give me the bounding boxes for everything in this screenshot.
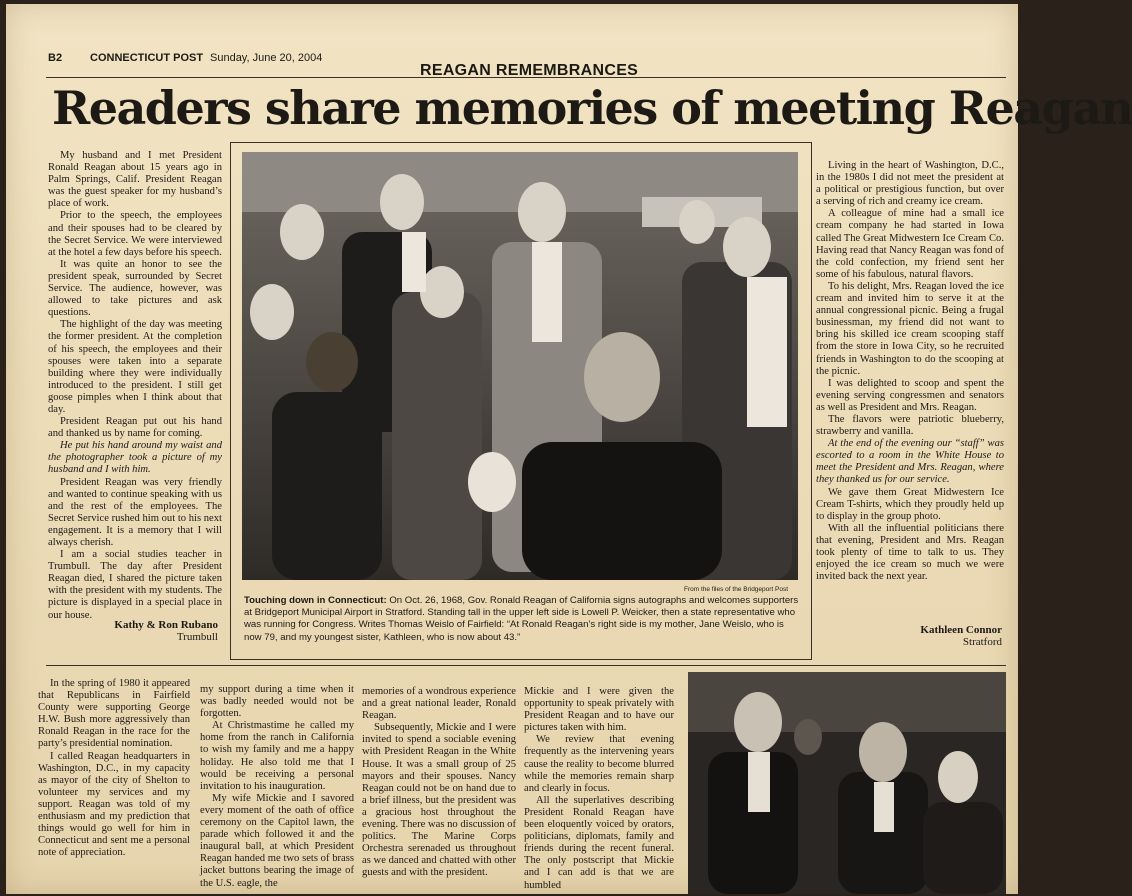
paragraph: memories of a wondrous experience and a great national leader, Ronald Reagan. xyxy=(362,686,516,722)
paragraph: He put his hand around my waist and the photographer took a picture of my husband and I with him. xyxy=(48,440,222,476)
left-story-town: Trumbull xyxy=(176,631,218,643)
bottom-photo xyxy=(688,672,1006,894)
section-divider xyxy=(46,665,1006,666)
paragraph: My wife Mickie and I savored every moment of the oath of office ceremony on the Capitol lawn, the parade which followed it and the inaugural ball, at which President Reagan handed me two sets of brass jacket buttons bearing the image of the U.S. eagle, the xyxy=(200,792,354,889)
right-story-signature xyxy=(836,624,1002,648)
paragraph: My husband and I met President Ronald Reagan about 15 years ago in Palm Springs, Calif. President Reagan was the guest speaker for my husband’s place of work. xyxy=(48,150,222,210)
paragraph: I was delighted to scoop and spent the evening serving congressmen and senators as well as President and Mrs. Reagan. xyxy=(816,377,1004,413)
paragraph: President Reagan was very friendly and wanted to continue speaking with us and the rest of the employees. The Secret Service rushed him out to his next engagement. It is a memory that I will always cherish. xyxy=(48,476,222,548)
paragraph: All the superlatives describing President Ronald Reagan have been eloquently voiced by orators, politicians, diplomats, family and friends during the recent funeral. The only postscript that Mickie and I can add is that we are humbled xyxy=(524,794,674,891)
page-number: B2 xyxy=(48,52,63,64)
paragraph: Subsequently, Mickie and I were invited to spend a sociable evening with President Reagan in the White House. It was a small group of 25 mayors and their spouses. Nancy Reagan could not be on hand due to a brief illness, but the president was a gracious host throughout the evening. There was no discussion of politics. The Marine Corps Orchestra serenaded us throughout as we danced and chatted with other guests and with the president. xyxy=(362,722,516,879)
bottom-story-col4 xyxy=(524,686,674,892)
paragraph: It was quite an honor to see the president speak, surrounded by Secret Service. The audience, however, was allowed to take pictures and ask questions. xyxy=(48,258,222,319)
paragraph: Mickie and I were given the opportunity to speak privately with President Reagan and to have our pictures taken with him. xyxy=(524,686,674,734)
left-story-author: Kathy & Ron Rubano xyxy=(114,619,218,631)
caption-text: On Oct. 26, 1968, Gov. Ronald Reagan of California signs autographs and welcomes supporters at Bridgeport Municipal Airport in Stratford. Standing tall in the upper left side is Lowell P. Weicker, then a state representative who was running for Congress. Writes Thomas Weislo of Fairfield: “At Ronald Reagan’s right side is my mother, Jane Weislo, who is now 79, and my youngest sister, Kathleen, who is now about 43.” xyxy=(244,595,799,643)
photo-caption xyxy=(244,595,804,644)
bottom-story-col2 xyxy=(200,684,354,890)
paragraph: Living in the heart of Washington, D.C., in the 1980s I did not meet the president at a political or prestigious function, but over a serving of rich and creamy ice cream. xyxy=(816,160,1004,208)
paragraph: To his delight, Mrs. Reagan loved the ice cream and invited him to serve it at the annual congressional picnic. Being a frugal businessman, my friend did not want to bring his skilled ice cream scooping staff from the store in Iowa City, so he recruited friends in Washington to do the scooping at the picnic. xyxy=(816,280,1004,377)
right-story-town: Stratford xyxy=(962,636,1002,648)
paragraph: With all the influential politicians there that evening, President and Mrs. Reagan took plenty of time to talk to us. They enjoyed the ice cream so much we were invited back the next year. xyxy=(816,522,1004,583)
paragraph: A colleague of mine had a small ice cream company he had started in Iowa called The Great Midwestern Ice Cream Co. Having read that Nancy Reagan was fond of the cold confection, my friend sent her some of his fabulous, natural flavors. xyxy=(816,208,1004,280)
paragraph: my support during a time when it was badly needed would not be forgotten. xyxy=(200,684,354,720)
paragraph: President Reagan put out his hand and thanked us by name for coming. xyxy=(48,416,222,440)
section-title: REAGAN REMEMBRANCES xyxy=(420,62,639,79)
newspaper-clipping xyxy=(6,4,1132,894)
paragraph: We review that evening frequently as the intervening years cause the reality to become blurred while the memories remain sharp and clearly in focus. xyxy=(524,734,674,794)
paragraph: We gave them Great Midwestern Ice Cream T-shirts, which they proudly held up to display in the group photo. xyxy=(816,486,1004,522)
paragraph: I am a social studies teacher in Trumbull. The day after President Reagan died, I shared the picture taken with the president with my students. The picture is displayed in a special place in our house. xyxy=(48,549,222,621)
paragraph: Prior to the speech, the employees and their spouses had to be cleared by the Secret Service. We were interviewed at the hotel a few days before his speech. xyxy=(48,210,222,258)
newspaper-name: CONNECTICUT POST xyxy=(90,52,204,64)
paragraph: At the end of the evening our “staff” was escorted to a room in the White House to meet the President and Mrs. Reagan, where they thanked us for our service. xyxy=(816,438,1004,486)
bottom-story-col1 xyxy=(38,678,190,859)
left-story-body xyxy=(48,150,222,622)
paragraph: At Christmastime he called my home from the ranch in California to wish my family and me a happy holiday. He also told me that I would be receiving a personal invitation to his inauguration. xyxy=(200,720,354,792)
left-story-signature xyxy=(66,619,218,643)
paragraph: The highlight of the day was meeting the former president. At the completion of his speech, the employees and their spouses were taken into a separate building where they were individually introduced to the president. I still get goose pimples when I think about that day. xyxy=(48,319,222,415)
photo-credit: From the files of the Bridgeport Post xyxy=(684,586,789,593)
right-story-body xyxy=(816,160,1004,583)
headline: Readers share memories of meeting Reagan xyxy=(52,81,1132,135)
header-rule xyxy=(46,77,1006,78)
caption-lead: Touching down in Connecticut: xyxy=(244,595,387,606)
main-photo xyxy=(242,152,798,580)
paragraph: I called Reagan headquarters in Washington, D.C., in my capacity as mayor of the city of Shelton to volunteer my services and my support. Reagan was told of my enthusiasm and my prediction that things would go well for him in Connecticut and sent me a personal note of appreciation. xyxy=(38,750,190,859)
paragraph: In the spring of 1980 it appeared that Republicans in Fairfield County were supporting George H.W. Bush more aggressively than Ronald Reagan in the race for the party’s presidential nomination. xyxy=(38,678,190,750)
bottom-story-col3 xyxy=(362,686,516,880)
right-story-author: Kathleen Connor xyxy=(920,624,1002,636)
issue-date: Sunday, June 20, 2004 xyxy=(210,52,323,64)
paragraph: The flavors were patriotic blueberry, strawberry and vanilla. xyxy=(816,413,1004,438)
